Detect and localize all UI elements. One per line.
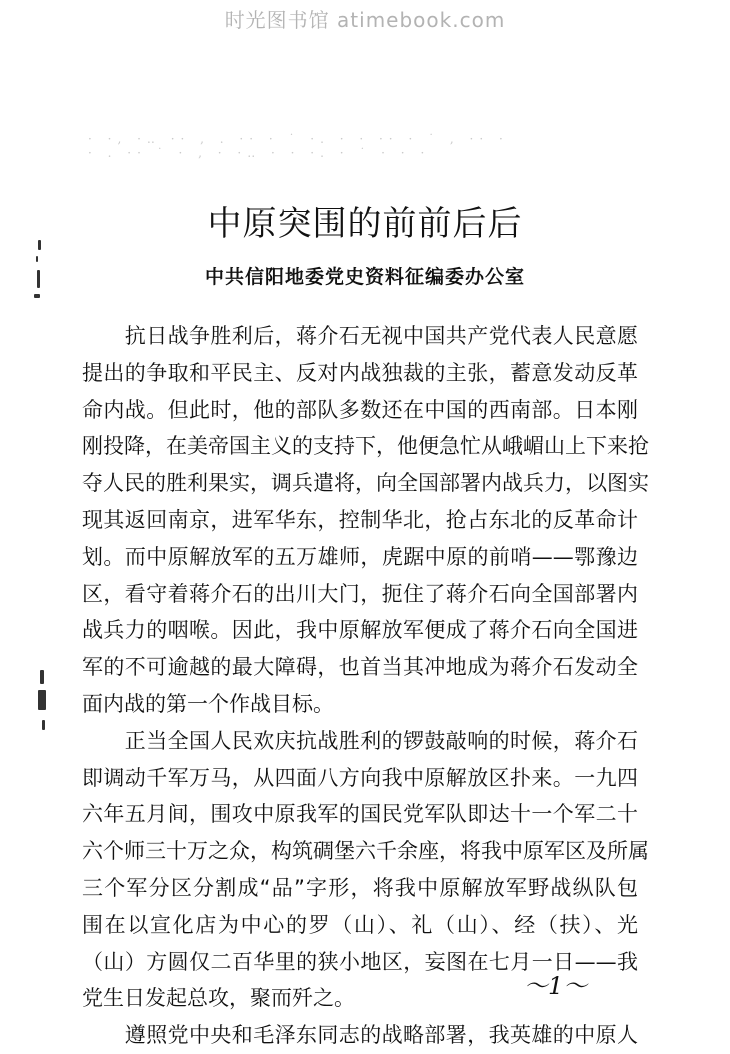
- text-line: 遵照党中央和毛泽东同志的战略部署，我英雄的中原人: [82, 1023, 638, 1048]
- article-body: [82, 318, 649, 1054]
- text-line: 命内战。但此时，他的部队多数还在中国的西南部。日本刚: [82, 397, 638, 422]
- text-line: 战兵力的咽喉。因此，我中原解放军便成了蒋介石向全国进: [82, 618, 638, 643]
- text-line: 六年五月间，围攻中原我军的国民党军队即达十一个军二十: [82, 802, 638, 827]
- text-line: 正当全国人民欢庆抗战胜利的锣鼓敲响的时候，蒋介石: [82, 728, 638, 753]
- text-line: 划。而中原解放军的五万雄师，虎踞中原的前哨——鄂豫边: [82, 544, 638, 569]
- text-line: 提出的争取和平民主、反对内战独裁的主张，蓄意发动反革: [82, 360, 638, 385]
- text-line: 三个军分区分割成“品”字形，将我中原解放军野战纵队包: [82, 875, 638, 900]
- text-line: 六个师三十万之众，构筑碉堡六千余座，将我中原军区及所属: [82, 839, 649, 864]
- text-line: 即调动千军万马，从四面八方向我中原解放区扑来。一九四: [82, 765, 638, 790]
- text-line: 区，看守着蒋介石的出川大门，扼住了蒋介石向全国部署内: [82, 581, 638, 606]
- scan-noise: · ·, ·‥ ·· , . ·· · ˙ ·. · · ·· · ˙ , ·· · · . ·· ˙ · , · ·‥ · · ·. · ˙ · · ·: [88, 132, 509, 160]
- page-number: ～1～: [524, 972, 588, 1000]
- paragraph: [82, 318, 649, 723]
- text-line: 抗日战争胜利后，蒋介石无视中国共产党代表人民意愿: [82, 324, 638, 348]
- page-title: 中原突围的前前后后: [207, 204, 523, 244]
- text-line: 夺人民的胜利果实，调兵遣将，向全国部署内战兵力，以图实: [82, 471, 649, 496]
- text-line: 刚投降，在美帝国主义的支持下，他便急忙从峨嵋山上下来抢: [82, 434, 649, 459]
- text-line: 面内战的第一个作战目标。: [82, 691, 334, 716]
- binding-marks-bottom: [22, 670, 62, 730]
- text-line: 现其返回南京，进军华东，控制华北，抢占东北的反革命计: [82, 507, 638, 532]
- text-line: 围在以宣化店为中心的罗（山）、礼（山）、经（扶）、光: [82, 912, 638, 937]
- text-line: 党生日发起总攻，聚而歼之。: [82, 986, 355, 1011]
- author-line: 中共信阳地委党史资料征编委办公室: [204, 266, 525, 288]
- watermark: 时光图书馆 atimebook.com: [224, 8, 506, 32]
- paragraph: [82, 1017, 638, 1054]
- text-line: （山）方圆仅二百华里的狭小地区，妄图在七月一日——我: [82, 949, 638, 974]
- text-line: 军的不可逾越的最大障碍，也首当其冲地成为蒋介石发动全: [82, 655, 638, 680]
